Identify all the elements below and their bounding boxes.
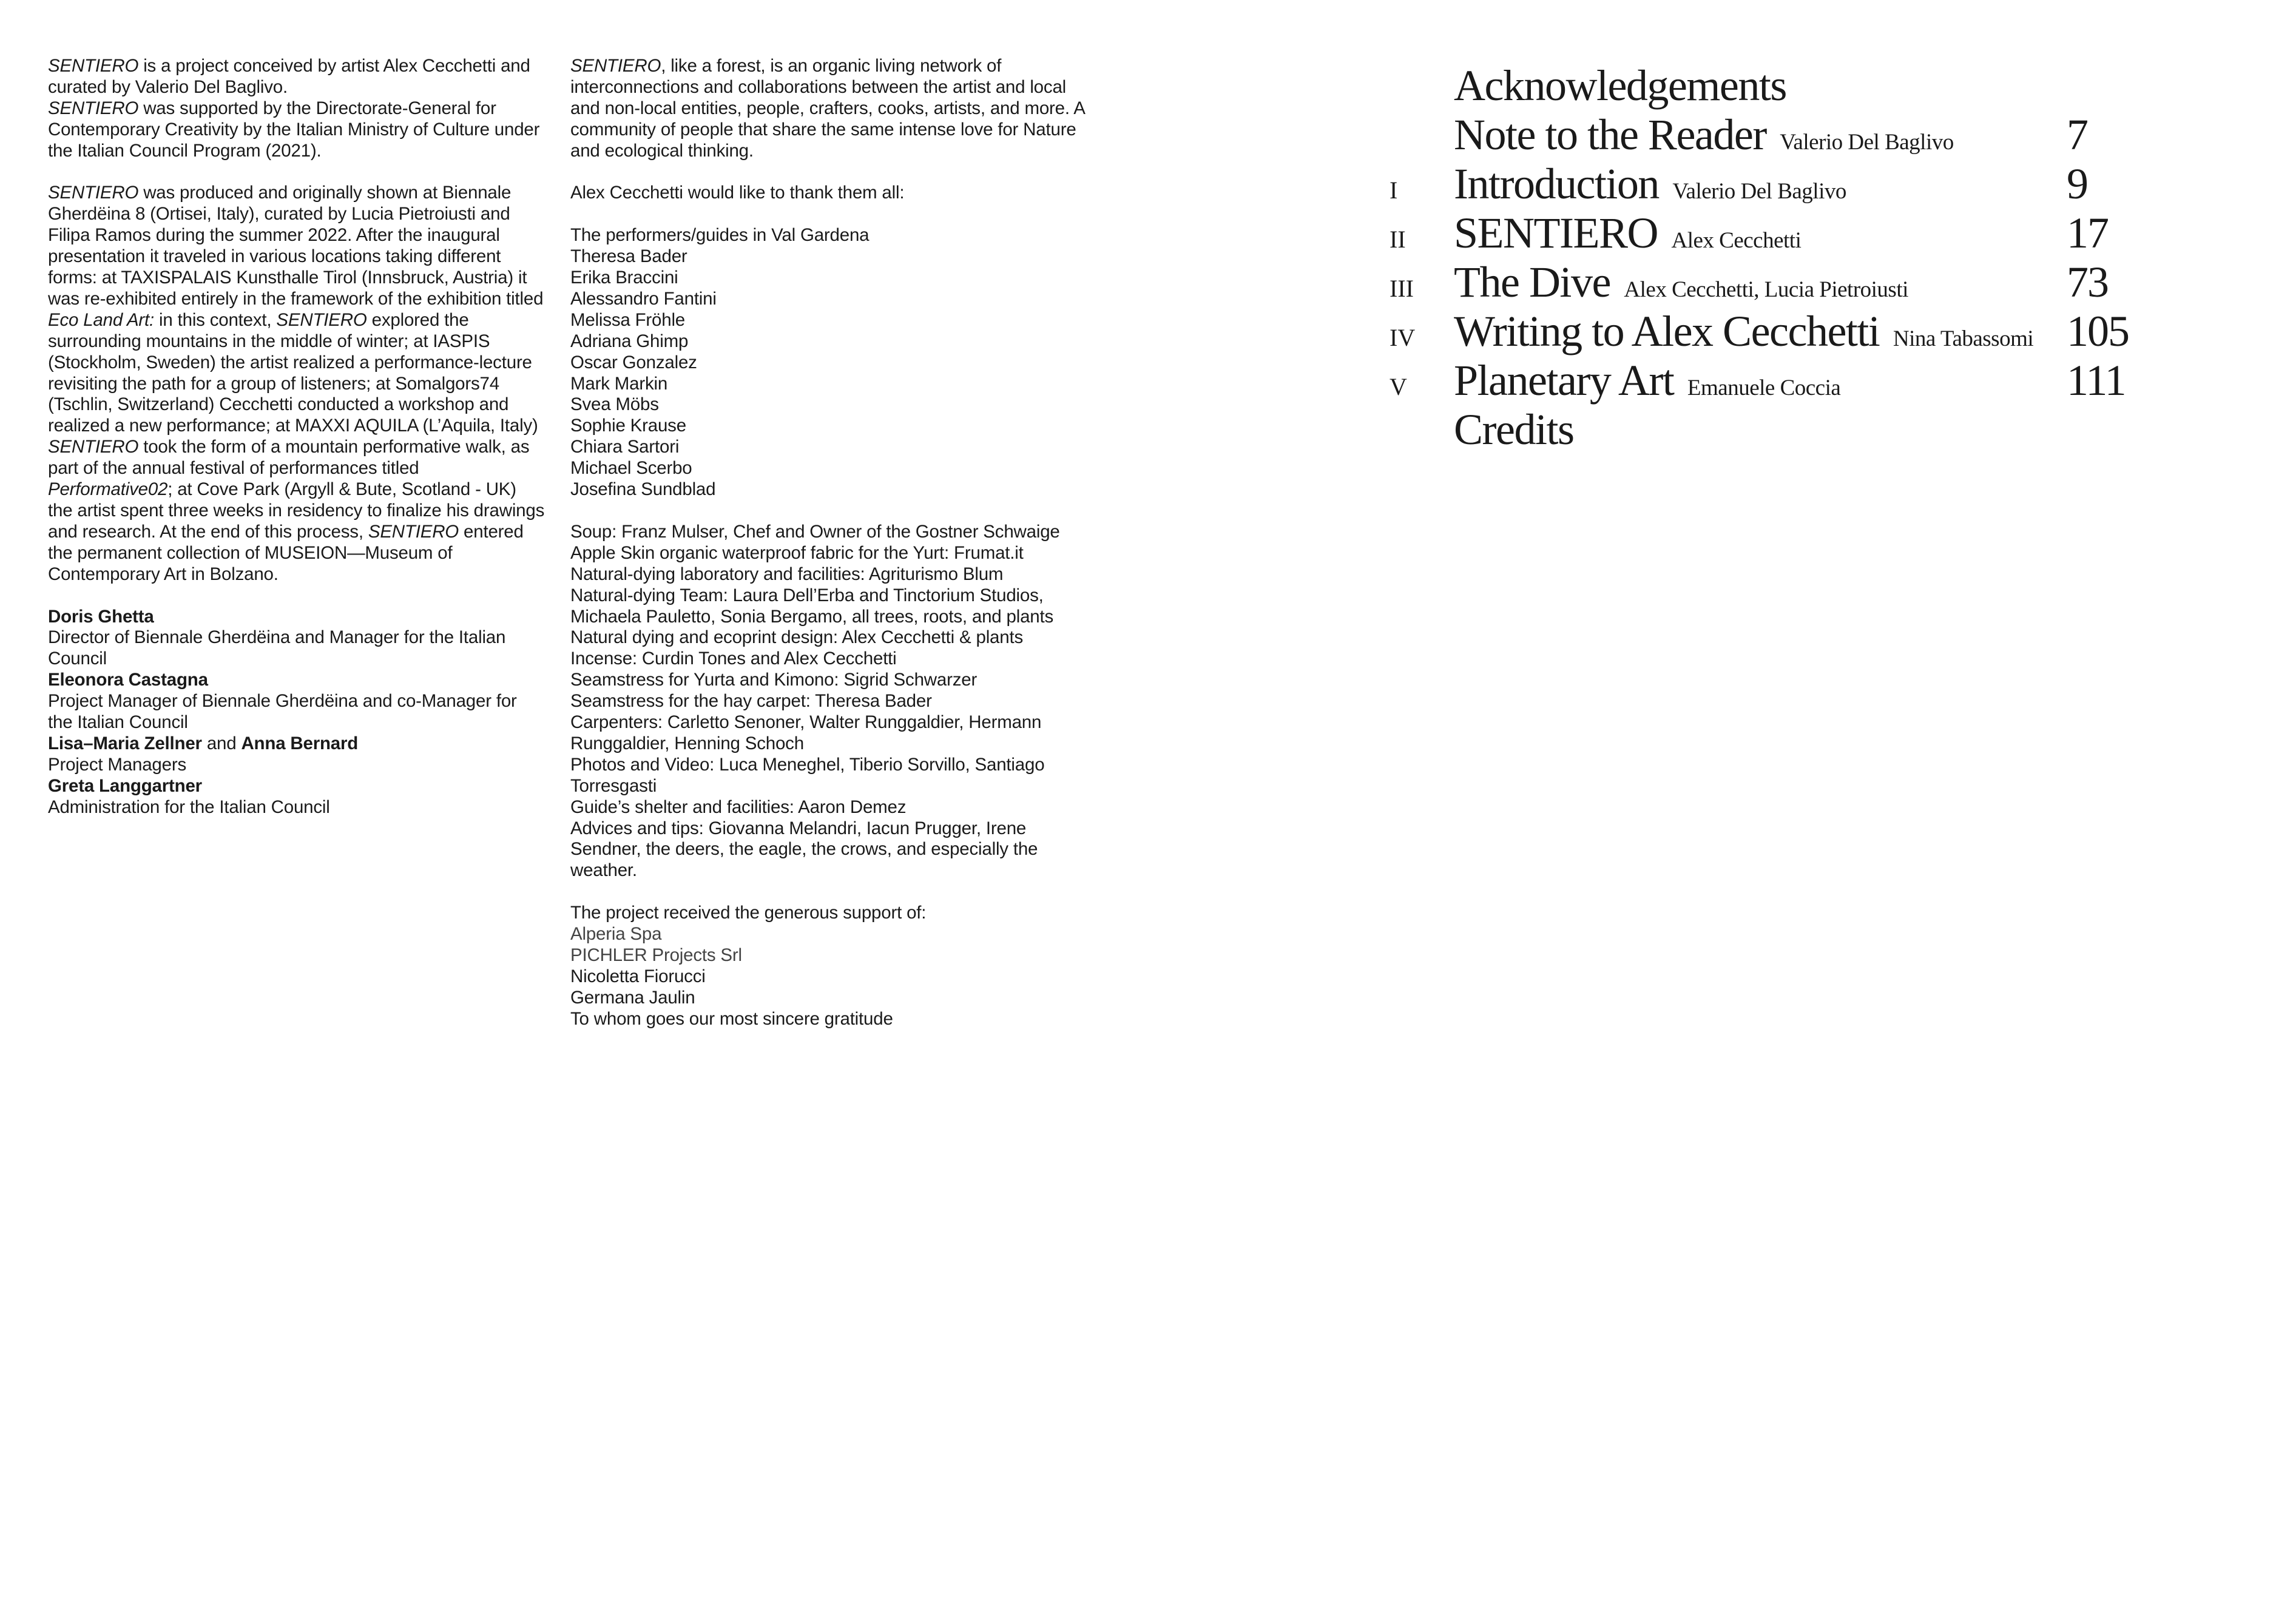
toc-title: Writing to Alex Cecchetti Nina Tabassomi <box>1454 307 2034 355</box>
supporters-list <box>570 924 1092 1009</box>
staff-name: Anna Bernard <box>241 733 359 753</box>
exhibition-history: SENTIERO was produced and originally shown at Biennale Gherdëina 8 (Ortisei, Italy), curated by Lucia Pietroiusti and Filipa Ramos during the summer 2022. After the inaugural presentation it traveled in various locations taking different forms: at TAXISPALAIS Kunsthalle Tirol (Innsbruck, Austria) it was re-exhibited entirely in the framework of the exhibition titled Eco Land Art: in this context, SENTIERO explored the surrounding mountains in the middle of winter; at IASPIS (Stockholm, Sweden) the artist realized a performance-lecture revisiting the path for a group of listeners; at Somalgors74 (Tschlin, Switzerland) Cecchetti conducted a workshop and realized a new performance; at MAXXI AQUILA (L’Aquila, Italy) SENTIERO took the form of a mountain performative walk, as part of the annual festival of performances titled Performative02; at Cove Park (Argyll & Bute, Scotland - UK) the artist spent three weeks in residency to finalize his drawings and research. At the end of this process, SENTIERO entered the permanent collection of MUSEION—Museum of Contemporary Art in Bolzano. <box>48 183 545 584</box>
staff-role: Project Manager of Biennale Gherdëina and co-Manager for the Italian Council <box>48 691 517 733</box>
list-item: Mark Markin <box>570 373 668 394</box>
list-item: Josefina Sundblad <box>570 479 716 500</box>
toc-number: II <box>1390 226 1406 253</box>
staff-role: Administration for the Italian Council <box>48 797 330 817</box>
toc-title: SENTIERO Alex Cecchetti <box>1454 209 1802 257</box>
support-heading: The project received the generous support of: <box>570 903 927 923</box>
toc-author: Alex Cecchetti <box>1671 228 1802 253</box>
thanks-line: Alex Cecchetti would like to thank them all: <box>570 183 905 203</box>
list-item: Erika Braccini <box>570 268 678 288</box>
toc-author: Nina Tabassomi <box>1893 326 2034 351</box>
list-item: Natural dying and ecoprint design: Alex Cecchetti & plants <box>570 627 1024 648</box>
toc-page: 17 <box>2067 209 2108 257</box>
toc-title: Introduction Valerio Del Baglivo <box>1454 160 1846 208</box>
list-item: Alessandro Fantini <box>570 288 717 309</box>
list-item: Seamstress for the hay carpet: Theresa Bader <box>570 691 932 712</box>
toc-page: 73 <box>2067 258 2108 306</box>
middle-column <box>570 56 1092 1030</box>
support-statement: SENTIERO was supported by the Directorate-General for Contemporary Creativity by the Italian Ministry of Culture under the Italian Council Program (2021). <box>48 98 540 161</box>
list-item: Guide’s shelter and facilities: Aaron Demez <box>570 797 907 817</box>
staff-role: Director of Biennale Gherdëina and Manager for the Italian Council <box>48 627 506 669</box>
performers-heading: The performers/guides in Val Gardena <box>570 225 870 246</box>
credits-list <box>570 522 1092 881</box>
toc-author: Alex Cecchetti, Lucia Pietroiusti <box>1624 277 1908 302</box>
list-item: Photos and Video: Luca Meneghel, Tiberio Sorvillo, Santiago Torresgasti <box>570 754 1045 796</box>
staff-list: Doris Ghetta Director of Biennale Gherdëina and Manager for the Italian Council Eleonora Castagna Project Manager of Biennale Gherdëina and co-Manager for the Italian Council Lisa–Maria Zellner and Anna Bernard Project Managers Greta Langgartner Administration for the Italian Council <box>48 607 545 818</box>
toc-title: Planetary Art Emanuele Coccia <box>1454 356 1841 405</box>
toc-author: Emanuele Coccia <box>1687 376 1841 400</box>
toc-entry-credits[interactable] <box>1390 402 2269 454</box>
toc-title: Credits <box>1454 405 1574 454</box>
toc-entry-introduction[interactable] <box>1390 157 2269 206</box>
toc-number: III <box>1390 275 1414 302</box>
staff-name: Greta Langgartner <box>48 775 202 796</box>
toc-page: 111 <box>2067 356 2126 405</box>
staff-role: Project Managers <box>48 754 186 775</box>
list-item: Michael Scerbo <box>570 458 692 479</box>
toc-entry-sentiero[interactable] <box>1390 206 2269 255</box>
staff-name: Eleonora Castagna <box>48 670 208 690</box>
toc-author: Valerio Del Baglivo <box>1672 179 1846 204</box>
list-item: Sophie Krause <box>570 416 686 436</box>
table-of-contents <box>1390 58 2269 454</box>
list-item: Seamstress for Yurta and Kimono: Sigrid Schwarzer <box>570 670 978 690</box>
toc-author: Valerio Del Baglivo <box>1780 130 1954 155</box>
list-item: Oscar Gonzalez <box>570 352 697 372</box>
list-item: Theresa Bader <box>570 246 687 267</box>
left-column <box>48 56 545 818</box>
toc-page: 9 <box>2067 160 2087 208</box>
toc-entry-planetary-art[interactable] <box>1390 353 2269 405</box>
list-item: Advices and tips: Giovanna Melandri, Iacun Prugger, Irene Sendner, the deers, the eagle, the crows, and especially the weather. <box>570 818 1038 881</box>
list-item: Apple Skin organic waterproof fabric for the Yurt: Frumat.it <box>570 542 1024 563</box>
list-item: Svea Möbs <box>570 394 659 415</box>
toc-entry-writing-to-alex[interactable] <box>1390 304 2269 353</box>
toc-title: Note to the Reader Valerio Del Baglivo <box>1454 110 1954 159</box>
list-item: Natural-dying laboratory and facilities: Agriturismo Blum <box>570 564 1004 584</box>
toc-number: I <box>1390 177 1398 204</box>
closing-line: To whom goes our most sincere gratitude <box>570 1008 893 1029</box>
list-item: Alperia Spa <box>570 924 662 945</box>
network-intro: SENTIERO, like a forest, is an organic living network of interconnections and collaborations between the artist and local and non-local entities, people, crafters, cooks, artists, and more. A community of people that share the same intense love for Nature and ecological thinking. <box>570 56 1085 161</box>
list-item: Incense: Curdin Tones and Alex Cecchetti <box>570 649 897 669</box>
toc-page: 105 <box>2067 307 2129 355</box>
toc-page: 7 <box>2067 110 2087 159</box>
list-item: Carpenters: Carletto Senoner, Walter Runggaldier, Hermann Runggaldier, Henning Schoch <box>570 712 1042 753</box>
list-item: Nicoletta Fiorucci <box>570 966 706 986</box>
list-item: PICHLER Projects Srl <box>570 945 742 965</box>
toc-entry-note-to-reader[interactable] <box>1390 107 2269 157</box>
toc-title: Acknowledgements <box>1454 61 1786 110</box>
project-description: SENTIERO is a project conceived by artist Alex Cecchetti and curated by Valerio Del Baglivo. <box>48 56 530 97</box>
staff-name: Lisa–Maria Zellner <box>48 733 202 753</box>
list-item: Chiara Sartori <box>570 437 680 457</box>
toc-title: The Dive Alex Cecchetti, Lucia Pietroiusti <box>1454 258 1908 306</box>
toc-number: V <box>1390 373 1407 400</box>
performers-list <box>570 246 1092 500</box>
list-item: Germana Jaulin <box>570 987 695 1008</box>
list-item: Melissa Fröhle <box>570 309 686 330</box>
toc-entry-acknowledgements[interactable] <box>1390 58 2269 110</box>
staff-name: Doris Ghetta <box>48 606 154 627</box>
toc-entry-the-dive[interactable] <box>1390 255 2269 304</box>
list-item: Adriana Ghimp <box>570 331 689 351</box>
toc-number: IV <box>1390 324 1416 351</box>
list-item: Natural-dying Team: Laura Dell’Erba and Tinctorium Studios, Michaela Pauletto, Sonia Bergamo, all trees, roots, and plants <box>570 585 1054 627</box>
list-item: Soup: Franz Mulser, Chef and Owner of the Gostner Schwaige <box>570 521 1060 542</box>
